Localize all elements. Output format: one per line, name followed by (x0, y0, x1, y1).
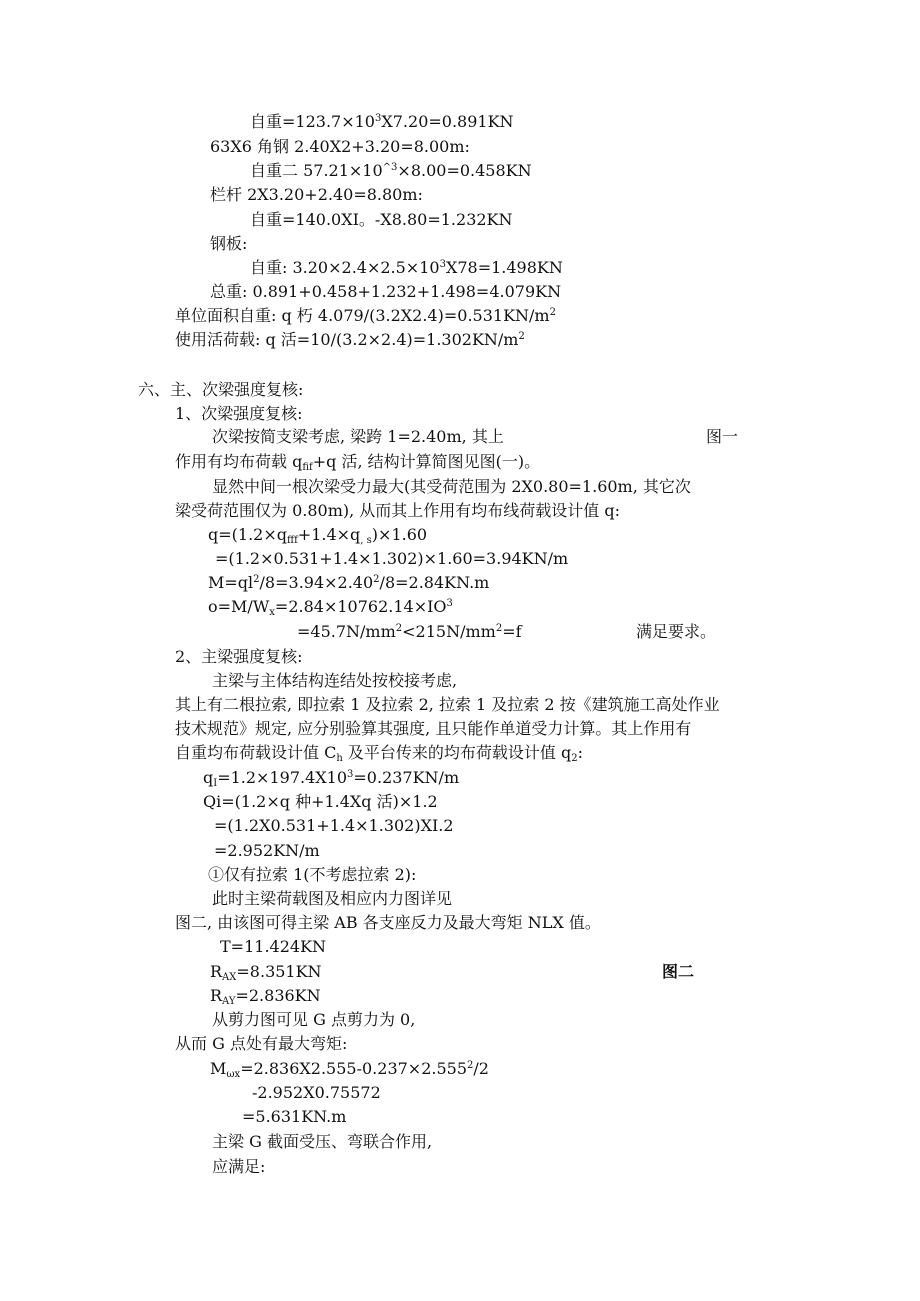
superscript: 2 (253, 574, 260, 585)
formula-line: -2.952X0.75572 (252, 1083, 381, 1102)
text: 自重: 3.20×2.4×2.5×10 (250, 258, 440, 277)
self-weight-line-3: 自重=140.0XI。-X8.80=1.232KN (250, 210, 513, 229)
subscript: fff (286, 535, 298, 546)
superscript: 2 (495, 623, 503, 634)
angle-steel-line: 63X6 角钢 2.40X2+3.20=8.00m: (210, 137, 470, 156)
self-weight-line-4 (250, 260, 563, 276)
text: +1.4×q (297, 525, 361, 544)
section-heading-6: 六、主、次梁强度复核: (138, 380, 304, 399)
text: 单位面积自重: q 朽 4.079/(3.2X2.4)=0.531KN/m (175, 306, 550, 325)
live-load-line (175, 332, 525, 348)
formula-line: =2.952KN/m (214, 841, 320, 860)
formula-line: T=11.424KN (220, 937, 327, 956)
subsection-heading-1: 1、次梁强度复核: (175, 404, 303, 423)
text: X7.20=0.891KN (381, 112, 514, 131)
subscript: AX (222, 972, 237, 983)
superscript: 2 (467, 1060, 474, 1071)
formula-line: =5.631KN.m (242, 1107, 347, 1126)
subscript: fif (302, 462, 313, 473)
figure-1-label: 图一 (706, 427, 739, 446)
text: R (210, 986, 223, 1005)
text: R (210, 962, 223, 981)
text: : (577, 743, 583, 762)
formula-line (210, 962, 322, 983)
text: )×1.60 (371, 525, 428, 544)
formula-line: =(1.2×0.531+1.4×1.302)×1.60=3.94KN/m (215, 549, 569, 568)
steel-plate-heading: 钢板: (210, 234, 248, 253)
text: 自重=123.7×10 (250, 112, 375, 131)
formula-line (203, 768, 460, 789)
paragraph-line: 主梁与主体结构连结处按校接考虑, (212, 671, 458, 690)
text: o=M/W (208, 597, 270, 616)
paragraph-line: 此时主梁荷载图及相应内力图详见 (212, 889, 453, 908)
text: =8.351KN (236, 962, 322, 981)
superscript: 2 (518, 331, 525, 342)
self-weight-line-1 (250, 114, 514, 130)
text: /2 (473, 1059, 489, 1078)
formula-line (210, 986, 321, 1007)
formula-line (297, 624, 522, 640)
formula-line (208, 597, 453, 618)
unit-area-weight-line (175, 308, 556, 324)
superscript: 3 (439, 259, 446, 270)
text: q=(1.2×q (208, 525, 287, 544)
text: =1.2×197.4X10 (217, 768, 348, 787)
self-weight-line-2 (250, 163, 532, 179)
text: 及平台传来的均布荷载设计值 q (342, 743, 572, 762)
paragraph-line: 图二, 由该图可得主梁 AB 各支座反力及最大弯矩 NLX 值。 (175, 913, 601, 932)
text: /8=3.94×2.40 (259, 573, 374, 592)
text: <215N/mm (402, 622, 496, 641)
text: =45.7N/mm (297, 622, 396, 641)
subscript: h (336, 753, 343, 764)
text: ×8.00=0.458KN (397, 161, 532, 180)
subscript: x (269, 607, 275, 618)
superscript: 3 (374, 113, 382, 124)
formula-line (208, 525, 428, 546)
text: X78=1.498KN (445, 258, 563, 277)
text: 自重均布荷载设计值 C (175, 743, 337, 762)
paragraph-line: 主梁 G 截面受压、弯联合作用, (212, 1132, 433, 1151)
superscript: 2 (395, 623, 403, 634)
superscript: 3 (347, 769, 354, 780)
paragraph-line: 次梁按简支梁考虑, 梁跨 1=2.40m, 其上 (212, 427, 504, 446)
paragraph-line: 应满足: (212, 1157, 266, 1176)
text: =2.84×10762.14×IO (274, 597, 447, 616)
text: =2.836X2.555-0.237×2.555 (240, 1059, 468, 1078)
formula-line (208, 575, 489, 591)
subscript: I (213, 778, 218, 789)
superscript: 3 (446, 598, 453, 609)
formula-line: =(1.2X0.531+1.4×1.302)XI.2 (214, 816, 454, 835)
text: 作用有均布荷载 q (175, 452, 303, 471)
subscript: ωx (226, 1069, 241, 1080)
text: =f (502, 622, 522, 641)
total-weight-line: 总重: 0.891+0.458+1.232+1.498=4.079KN (210, 282, 562, 301)
text: q (203, 768, 214, 787)
text: M=ql (208, 573, 254, 592)
paragraph-line: 从而 G 点处有最大弯矩: (175, 1034, 348, 1053)
railing-line: 栏杆 2X3.20+2.40=8.80m: (210, 185, 423, 204)
formula-line: Qi=(1.2×q 种+1.4Xq 活)×1.2 (203, 792, 438, 811)
subsection-heading-2: 2、主梁强度复核: (175, 647, 303, 666)
paragraph-line: 技术规范》规定, 应分别验算其强度, 且只能作单道受力计算。其上作用有 (175, 719, 692, 738)
text: 使用活荷载: q 活=10/(3.2×2.4)=1.302KN/m (175, 330, 519, 349)
formula-line (210, 1059, 489, 1080)
superscript: 2 (373, 574, 380, 585)
subscript: , s (360, 535, 372, 546)
paragraph-line (175, 743, 583, 764)
paragraph-line: 其上有二根拉索, 即拉索 1 及拉索 2, 拉索 1 及拉索 2 按《建筑施工高处作业 (175, 695, 720, 714)
paragraph-line: 显然中间一根次梁受力最大(其受荷范围为 2X0.80=1.60m, 其它次 (212, 477, 691, 496)
superscript: ^3 (382, 162, 398, 173)
case-heading: ①仅有拉索 1(不考虑拉索 2): (208, 865, 417, 884)
figure-2-label: 图二 (662, 962, 695, 981)
text: =0.237KN/m (353, 768, 460, 787)
text: +q 活, 结构计算简图见图(一)。 (312, 452, 541, 471)
paragraph-line: 从剪力图可见 G 点剪力为 0, (212, 1010, 416, 1029)
text: /8=2.84KN.m (379, 573, 490, 592)
text: M (210, 1059, 227, 1078)
paragraph-line: 梁受荷范围仅为 0.80m), 从而其上作用有均布线荷载设计值 q: (175, 501, 621, 520)
superscript: 2 (549, 307, 556, 318)
text: 自重二 57.21×10 (250, 161, 383, 180)
subscript: AY (222, 996, 236, 1007)
requirement-met-note: 满足要求。 (636, 622, 717, 641)
subscript: 2 (571, 753, 578, 764)
paragraph-line (175, 452, 541, 473)
text: =2.836KN (235, 986, 321, 1005)
